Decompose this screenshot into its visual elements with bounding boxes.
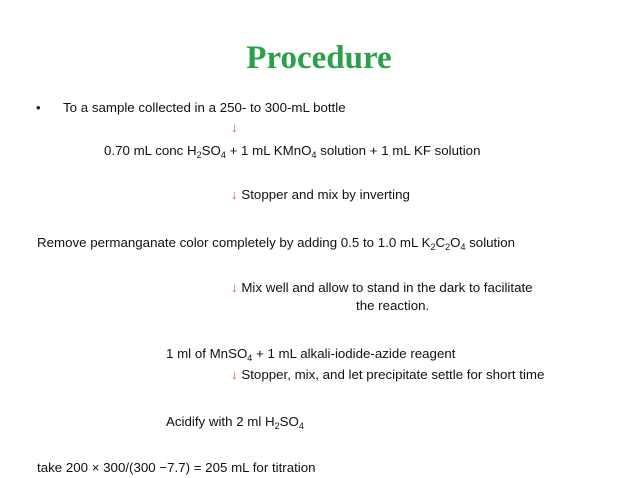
step-precipitate (231, 366, 544, 383)
step-sample-bottle: To a sample collected in a 250- to 300-mL bottle (63, 100, 346, 115)
step-mix-dark (231, 279, 533, 296)
step-stopper-mix (231, 186, 410, 203)
step-acidify-text: Acidify with 2 ml H (166, 414, 275, 429)
step-precipitate-text: Stopper, mix, and let precipitate settle for short time (241, 367, 545, 382)
subscript: 4 (220, 150, 226, 160)
bullet-icon: • (36, 100, 41, 115)
down-arrow-icon: ↓ (231, 367, 238, 382)
step-mnso4-text: 1 ml of MnSO (166, 346, 248, 361)
step-reagents-text: + 1 mL KMnO (225, 143, 312, 158)
down-arrow-icon: ↓ (231, 187, 238, 202)
subscript: 4 (311, 150, 317, 160)
step-acidify-text: SO (279, 414, 299, 429)
subscript: 4 (298, 421, 304, 431)
step-remove-text: solution (465, 235, 515, 250)
step-remove-text: C (435, 235, 446, 250)
step-acidify (166, 413, 304, 430)
step-reagents-text: SO (201, 143, 221, 158)
slide-title: Procedure (246, 40, 392, 76)
down-arrow-icon: ↓ (231, 280, 238, 295)
step-remove-text: O (450, 235, 461, 250)
subscript: 2 (430, 242, 436, 252)
step-reagents-text: 0.70 mL conc H (104, 143, 197, 158)
step-reagents-text: solution + 1 mL KF solution (316, 143, 481, 158)
step-remove-permanganate (37, 234, 515, 251)
subscript: 4 (247, 353, 253, 363)
subscript: 2 (445, 242, 451, 252)
step-titration: take 200 × 300/(300 −7.7) = 205 mL for titration (37, 460, 316, 475)
subscript: 4 (460, 242, 466, 252)
down-arrow-icon: ↓ (231, 120, 238, 135)
step-mnso4 (166, 345, 455, 362)
step-mix-dark-text: Mix well and allow to stand in the dark to facilitate (241, 280, 533, 295)
step-mnso4-text: + 1 mL alkali-iodide-azide reagent (252, 346, 456, 361)
subscript: 2 (274, 421, 280, 431)
step-mix-dark-line2: the reaction. (356, 298, 430, 313)
subscript: 2 (196, 150, 202, 160)
step-stopper-mix-text: Stopper and mix by inverting (241, 187, 410, 202)
step-remove-text: Remove permanganate color completely by adding 0.5 to 1.0 mL K (37, 235, 431, 250)
step-reagents (104, 142, 480, 159)
